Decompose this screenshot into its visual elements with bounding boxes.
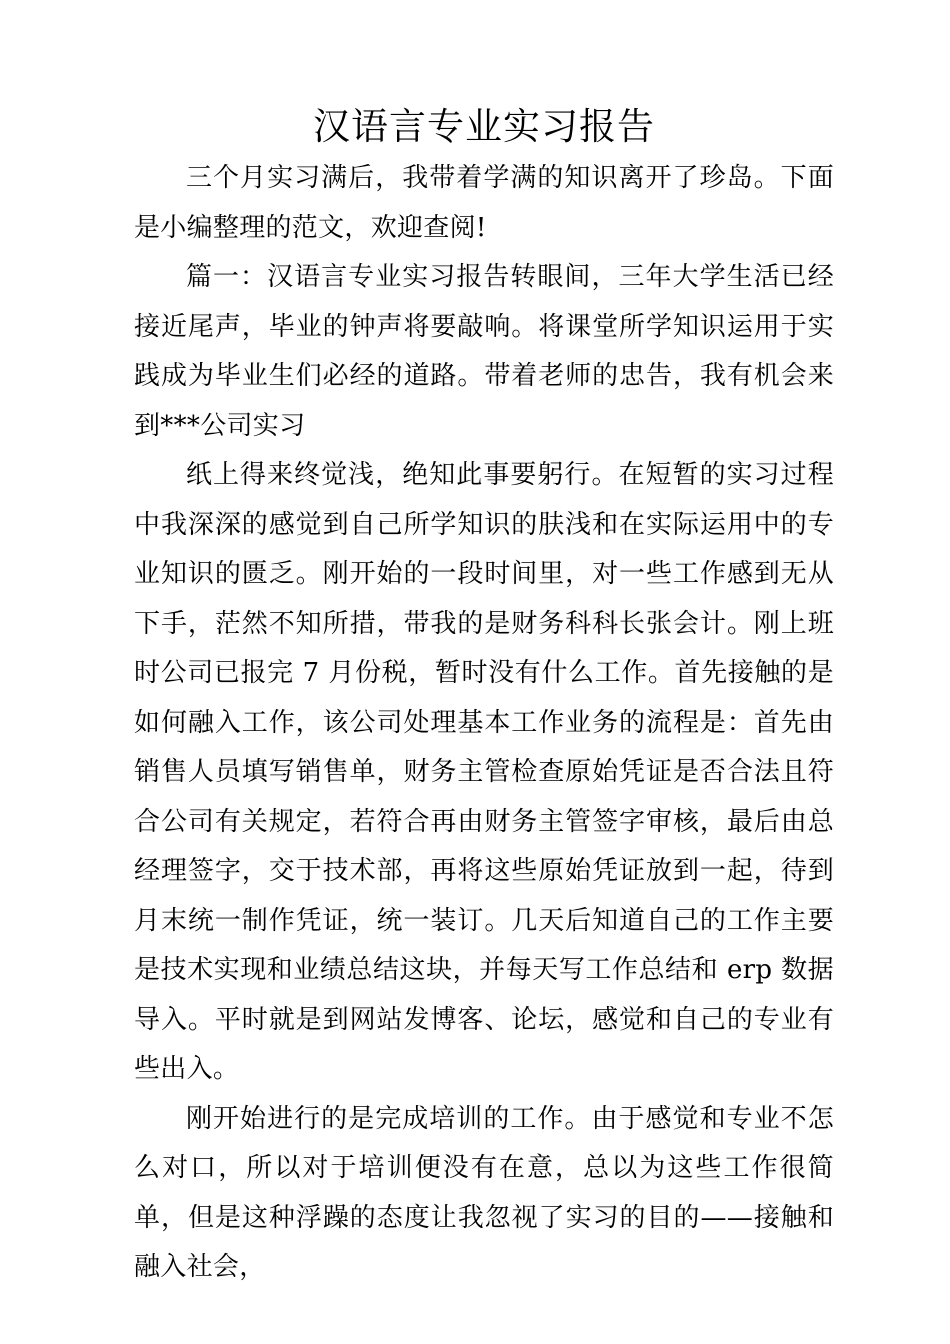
paragraph-training: 刚开始进行的是完成培训的工作。由于感觉和专业不怎么对口，所以对于培训便没有在意，总以为这些工作很简单，但是这种浮躁的态度让我忽视了实习的目的——接触和融入社会， <box>134 1103 834 1282</box>
paragraph-practice: 纸上得来终觉浅，绝知此事要躬行。在短暂的实习过程中我深深的感觉到自己所学知识的肤浅和在实际运用中的专业知识的匮乏。刚开始的一段时间里，对一些工作感到无从下手，茫然不知所措，带我的是财务科科长张会计。刚上班时公司已报完 7 月份税，暂时没有什么工作。首先接触的是如何融入工作，该公司处理基本工作业务的流程是：首先由销售人员填写销售单，财务主管检查原始凭证是否合法且符合公司有关规定，若符合再由财务主管签字审核，最后由总经理签字，交于技术部，再将这些原始凭证放到一起，待到月末统一制作凭证，统一装订。几天后知道自己的工作主要是技术实现和业绩总结这块，并每天写工作总结和 erp 数据导入。平时就是到网站发博客、论坛，感觉和自己的专业有些出入。 <box>134 460 834 1084</box>
document-page <box>134 100 834 1293</box>
document-title: 汉语言专业实习报告 <box>313 105 655 148</box>
paragraph-part-one: 篇一：汉语言专业实习报告转眼间，三年大学生活已经接近尾声，毕业的钟声将要敲响。将课堂所学知识运用于实践成为毕业生们必经的道路。带着老师的忠告，我有机会来到***公司实习 <box>134 262 834 441</box>
paragraph-intro: 三个月实习满后，我带着学满的知识离开了珍岛。下面是小编整理的范文，欢迎查阅! <box>134 163 834 243</box>
